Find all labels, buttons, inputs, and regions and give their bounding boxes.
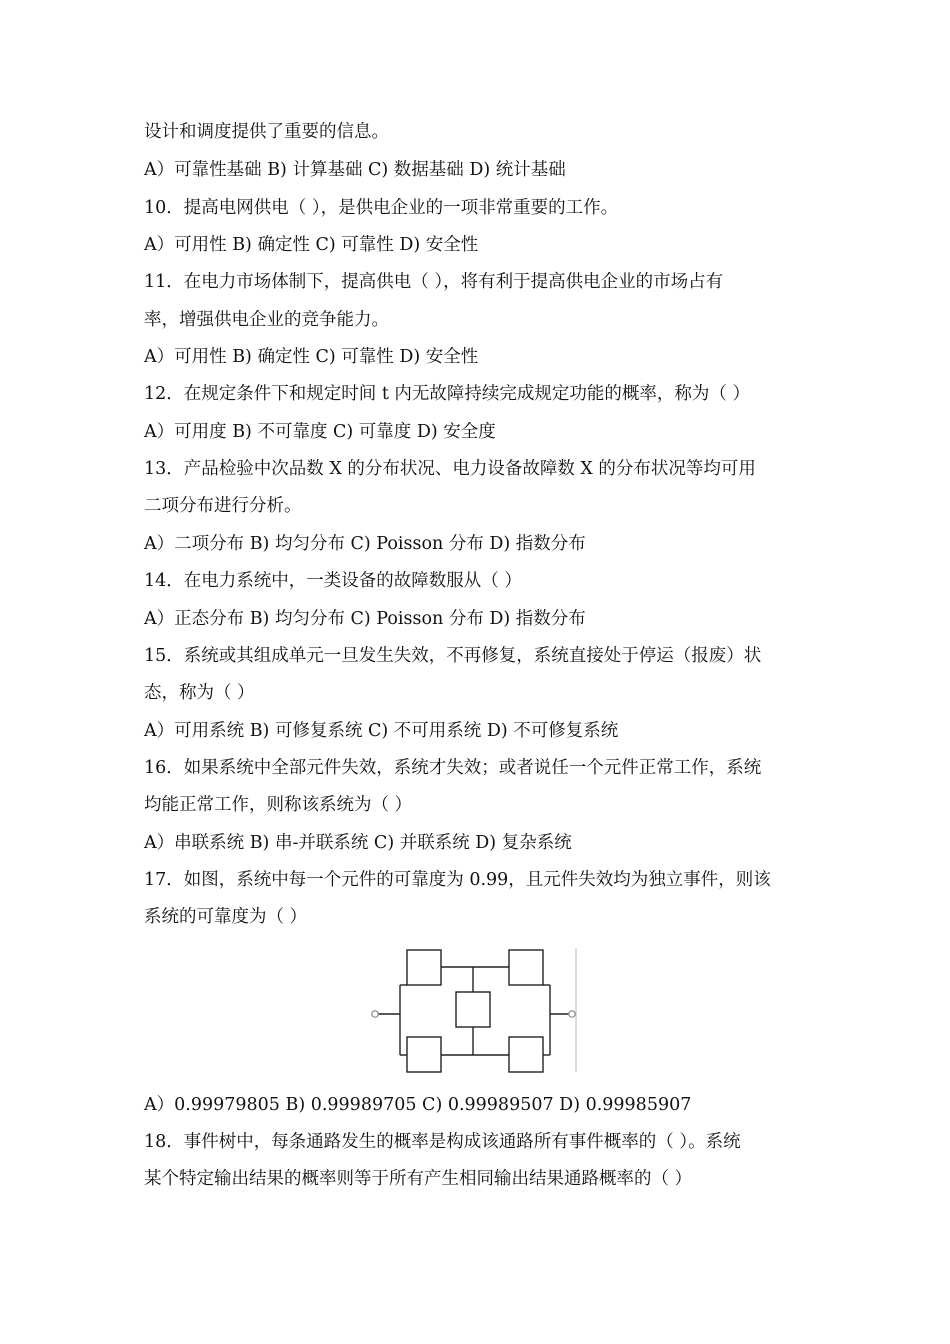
question-11-options: A）可用性 B) 确定性 C) 可靠性 D) 安全性: [144, 347, 479, 367]
question-16: 16．如果系统中全部元件失效，系统才失效；或者说任一个元件正常工作，系统: [144, 758, 762, 778]
component-block-bottom-left: [407, 1037, 441, 1072]
question-17-cont: 系统的可靠度为（ ）: [144, 907, 308, 927]
question-11: 11．在电力市场体制下，提高供电（ ），将有利于提高供电企业的市场占有: [144, 272, 724, 292]
question-18: 18．事件树中，每条通路发生的概率是构成该通路所有事件概率的（ ）。系统: [144, 1132, 741, 1152]
reliability-block-diagram: [365, 945, 585, 1075]
question-15: 15．系统或其组成单元一旦发生失效，不再修复，系统直接处于停运（报废）状: [144, 646, 762, 666]
component-block-center: [456, 992, 490, 1027]
question-10: 10．提高电网供电（ ），是供电企业的一项非常重要的工作。: [144, 198, 619, 218]
component-block-bottom-right: [509, 1037, 543, 1072]
question-13-options: A）二项分布 B) 均匀分布 C) Poisson 分布 D) 指数分布: [144, 534, 586, 554]
question-15-options: A）可用系统 B) 可修复系统 C) 不可用系统 D) 不可修复系统: [144, 721, 619, 741]
question-10-options: A）可用性 B) 确定性 C) 可靠性 D) 安全性: [144, 235, 479, 255]
text-line: 设计和调度提供了重要的信息。: [144, 122, 389, 142]
question-17-options: A）0.99979805 B) 0.99989705 C) 0.99989507 D) 0.99985907: [144, 1095, 692, 1115]
question-14: 14．在电力系统中，一类设备的故障数服从（ ）: [144, 571, 522, 591]
question-15-cont: 态，称为（ ）: [144, 683, 255, 703]
question-11-cont: 率，增强供电企业的竞争能力。: [144, 310, 389, 330]
question-16-cont: 均能正常工作，则称该系统为（ ）: [144, 795, 413, 815]
component-block-top-right: [509, 950, 543, 985]
component-block-top-left: [407, 950, 441, 985]
question-18-cont: 某个特定输出结果的概率则等于所有产生相同输出结果通路概率的（ ）: [144, 1169, 693, 1189]
question-14-options: A）正态分布 B) 均匀分布 C) Poisson 分布 D) 指数分布: [144, 609, 586, 629]
question-16-options: A）串联系统 B) 串-并联系统 C) 并联系统 D) 复杂系统: [144, 833, 572, 853]
question-12-options: A）可用度 B) 不可靠度 C) 可靠度 D) 安全度: [144, 422, 496, 442]
output-terminal: [569, 1011, 575, 1017]
question-13-cont: 二项分布进行分析。: [144, 496, 302, 516]
input-terminal: [372, 1011, 378, 1017]
question-13: 13．产品检验中次品数 X 的分布状况、电力设备故障数 X 的分布状况等均可用: [144, 459, 756, 479]
question-17: 17．如图，系统中每一个元件的可靠度为 0.99，且元件失效均为独立事件，则该: [144, 870, 771, 890]
question-9-options: A）可靠性基础 B) 计算基础 C) 数据基础 D) 统计基础: [144, 160, 566, 180]
question-12: 12．在规定条件下和规定时间 t 内无故障持续完成规定功能的概率，称为（ ）: [144, 384, 750, 404]
